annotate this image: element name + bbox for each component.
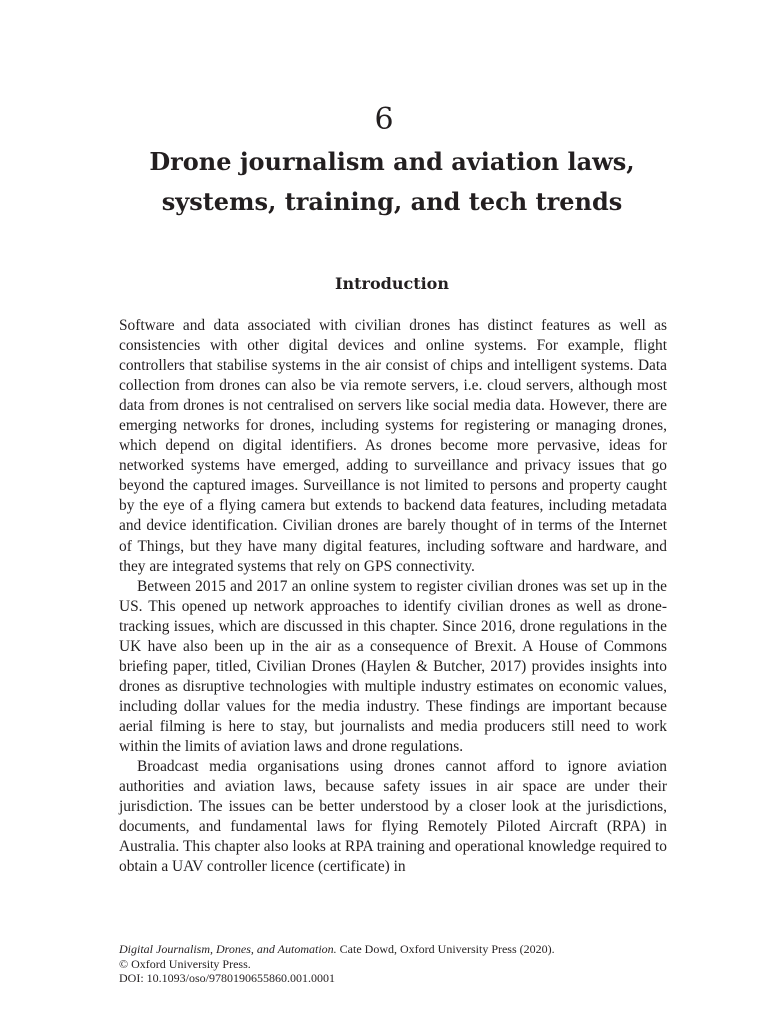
section-heading: Introduction [335, 274, 449, 293]
paragraph-2: Between 2015 and 2017 an online system to register civilian drones was set up in the US. This opened up network approaches to identify civilian drones as well as drone-tracking issues, which are discussed in this chapter. Since 2016, drone regulations in the UK have also been up in the air as a consequence of Brexit. A House of Commons briefing paper, titled, Civilian Drones (Haylen & Butcher, 2017) provides insights into drones as disruptive technologies with multiple industry estimates on economic values, including dollar values for the media industry. These findings are important because aerial filming is here to stay, but journalists and media producers still need to work within the limits of aviation laws and drone regulations. [119, 577, 667, 755]
citation-footer [119, 942, 679, 986]
chapter-number: 6 [374, 102, 394, 137]
book-title: Digital Journalism, Drones, and Automation. [119, 942, 337, 956]
body-text [119, 316, 667, 877]
copyright-line: © Oxford University Press. [119, 956, 251, 971]
chapter-title: Drone journalism and aviation laws, systems, training, and tech trends [149, 147, 635, 216]
paragraph-1: Software and data associated with civilian drones has distinct features as well as consistencies with other digital devices and online systems. For example, flight controllers that stabilise systems in the air consist of chips and intelligent systems. Data collection from drones can also be via remote servers, i.e. cloud servers, although most data from drones is not centralised on servers like social media data. However, there are emerging networks for drones, including systems for registering or managing drones, which depend on digital identifiers. As drones become more pervasive, ideas for networked systems have emerged, adding to surveillance and privacy issues that go beyond the captured images. Surveillance is not limited to persons and property caught by the eye of a flying camera but extends to backend data features, including metadata and device identification. Civilian drones are barely thought of in terms of the Internet of Things, but they have many digital features, including software and hardware, and they are integrated systems that rely on GPS connectivity. [119, 317, 667, 575]
author-publisher: Cate Dowd, Oxford University Press (2020). [339, 942, 555, 956]
paragraph-3: Broadcast media organisations using drones cannot afford to ignore aviation authorities and aviation laws, because safety issues in air space are under their jurisdiction. The issues can be better understood by a closer look at the jurisdictions, documents, and fundamental laws for flying Remotely Piloted Aircraft (RPA) in Australia. This chapter also looks at RPA training and operational knowledge required to obtain a UAV controller licence (certificate) in [119, 758, 667, 876]
citation-line [119, 942, 679, 957]
doi-line: DOI: 10.1093/oso/9780190655860.001.0001 [119, 971, 335, 985]
